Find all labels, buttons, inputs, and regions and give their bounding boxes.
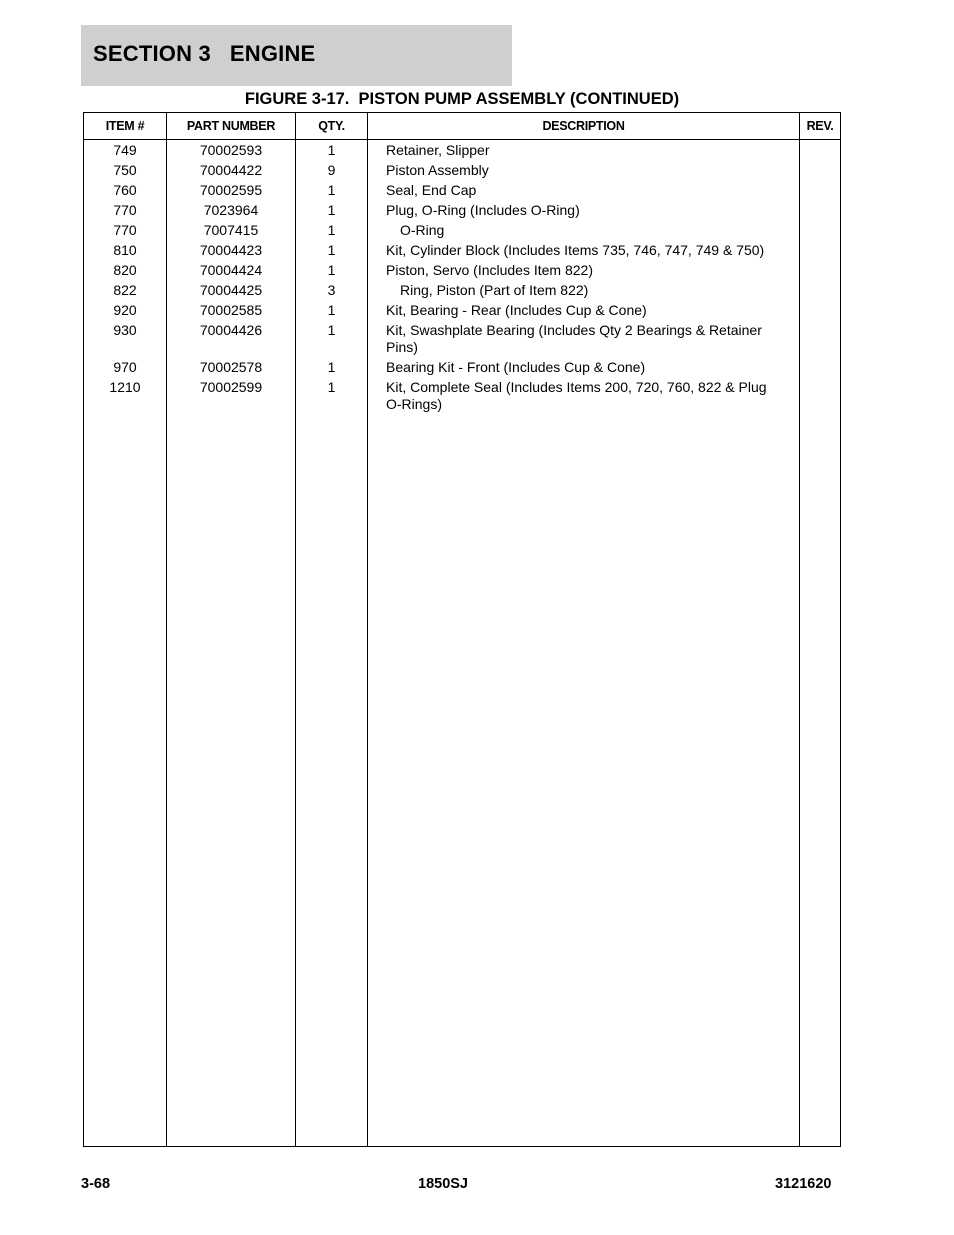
- description: Retainer, Slipper: [386, 142, 490, 158]
- table-row: [84, 180, 840, 200]
- item-number: 920: [113, 302, 137, 318]
- part-number: 70004425: [199, 282, 263, 298]
- table-row: [84, 140, 840, 160]
- header-qty: QTY.: [318, 119, 345, 133]
- table-row: [84, 260, 840, 280]
- part-number: 70002593: [199, 142, 263, 158]
- quantity: 1: [327, 202, 336, 218]
- part-number: 70002585: [199, 302, 263, 318]
- description: Kit, Swashplate Bearing (Includes Qty 2 Bearings & Retainer Pins): [386, 322, 762, 355]
- description: Kit, Complete Seal (Includes Items 200, 720, 760, 822 & Plug O-Rings): [386, 379, 767, 412]
- item-number: 760: [113, 182, 137, 198]
- description: Piston Assembly: [386, 162, 489, 178]
- header-part-number: PART NUMBER: [186, 119, 276, 133]
- section-title: SECTION 3 ENGINE: [93, 41, 316, 66]
- section-banner: [81, 25, 512, 86]
- description: Seal, End Cap: [386, 182, 477, 198]
- part-number: 70004424: [199, 262, 263, 278]
- table-row: [84, 220, 840, 240]
- part-number: 70002578: [199, 359, 263, 375]
- part-number: 70002599: [199, 379, 263, 395]
- part-number: 7007415: [203, 222, 259, 238]
- description: Piston, Servo (Includes Item 822): [386, 262, 593, 278]
- table-row: [84, 357, 840, 377]
- description: Ring, Piston (Part of Item 822): [400, 282, 589, 298]
- table-row: [84, 240, 840, 260]
- quantity: 1: [327, 262, 336, 278]
- item-number: 749: [113, 142, 137, 158]
- quantity: 1: [327, 182, 336, 198]
- figure-title: FIGURE 3-17. PISTON PUMP ASSEMBLY (CONTINUED): [244, 90, 680, 108]
- quantity: 1: [327, 359, 336, 375]
- item-number: 810: [113, 242, 137, 258]
- header-description: DESCRIPTION: [542, 119, 625, 133]
- description: Plug, O-Ring (Includes O-Ring): [386, 202, 580, 218]
- quantity: 1: [327, 302, 336, 318]
- table-row: [84, 300, 840, 320]
- table-body: [84, 140, 840, 414]
- model-number: 1850SJ: [418, 1176, 468, 1192]
- quantity: 1: [327, 242, 336, 258]
- part-number: 70004423: [199, 242, 263, 258]
- page-number: 3-68: [81, 1176, 111, 1192]
- item-number: 770: [113, 222, 137, 238]
- header-item: ITEM #: [105, 119, 145, 133]
- table-row: [84, 280, 840, 300]
- item-number: 770: [113, 202, 137, 218]
- quantity: 1: [327, 142, 336, 158]
- item-number: 820: [113, 262, 137, 278]
- description: Bearing Kit - Front (Includes Cup & Cone): [386, 359, 646, 375]
- description: O-Ring: [400, 222, 445, 238]
- header-rev: REV.: [806, 119, 834, 133]
- item-number: 750: [113, 162, 137, 178]
- item-number: 822: [113, 282, 137, 298]
- quantity: 1: [327, 222, 336, 238]
- table-row: [84, 200, 840, 220]
- table-row: [84, 377, 840, 414]
- part-number: 70002595: [199, 182, 263, 198]
- description: Kit, Bearing - Rear (Includes Cup & Cone): [386, 302, 647, 318]
- table-row: [84, 160, 840, 180]
- part-number: 7023964: [203, 202, 259, 218]
- parts-table: [83, 112, 841, 1147]
- item-number: 970: [113, 359, 137, 375]
- part-number: 70004422: [199, 162, 263, 178]
- quantity: 3: [327, 282, 336, 298]
- quantity: 1: [327, 322, 336, 338]
- description: Kit, Cylinder Block (Includes Items 735, 746, 747, 749 & 750): [386, 242, 765, 258]
- quantity: 9: [327, 162, 336, 178]
- item-number: 930: [113, 322, 137, 338]
- quantity: 1: [327, 379, 336, 395]
- table-row: [84, 320, 840, 357]
- item-number: 1210: [109, 379, 141, 395]
- part-number: 70004426: [199, 322, 263, 338]
- document-number: 3121620: [775, 1176, 832, 1192]
